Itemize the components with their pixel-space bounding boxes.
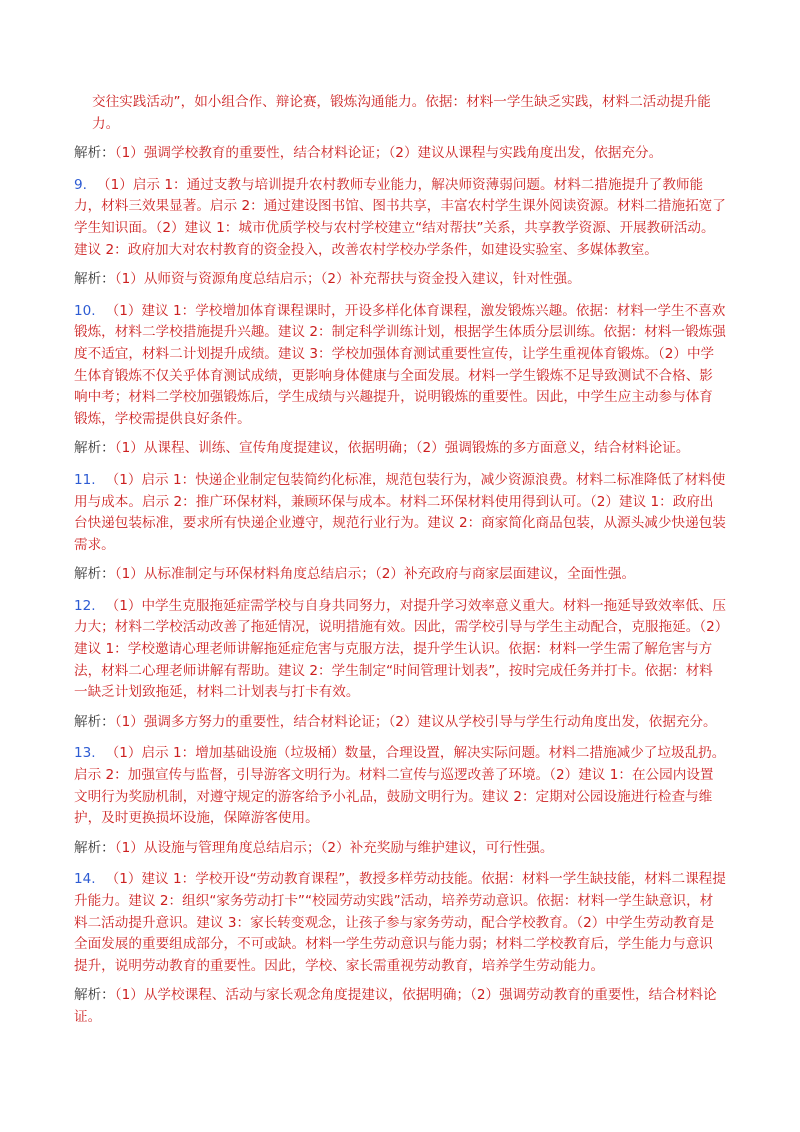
answer-11	[74, 470, 726, 556]
question-number: 13.	[74, 745, 96, 762]
analysis-text: （1）从标准制定与环保材料角度总结启示；（2）补充政府与商家层面建议，全面性强。	[114, 566, 636, 583]
question-number: 9.	[74, 176, 87, 193]
analysis-10	[74, 438, 726, 460]
answer-text: （1）建议 1：学校增加体育课程课时，开设多样化体育课程，激发锻炼兴趣。依据：材料一学生不喜欢锻炼，材料二学校措施提升兴趣。建议 2：制定科学训练计划，根据学生体质分层训练。依据：材料一锻炼强度不适宜，材料二计划提升成绩。建议 3：学校加强体育测试重要性宣传，让学生重视体育锻炼。（2）中学生体育锻炼不仅关乎体育测试成绩，更影响身体健康与全面发展。材料一学生锻炼不足导致测试不合格、影响中考；材料二学校加强锻炼后，学生成绩与兴趣提升，说明锻炼的重要性。因此，中学生应主动参与体育锻炼，学校需提供良好条件。	[74, 302, 726, 427]
answer-text: 交往实践活动”，如小组合作、辩论赛，锻炼沟通能力。依据：材料一学生缺乏实践，材料二活动提升能力。	[92, 94, 711, 132]
analysis-text: （1）从设施与管理角度总结启示；（2）补充奖励与维护建议，可行性强。	[114, 839, 554, 856]
answer-12	[74, 596, 726, 704]
question-number: 10.	[74, 302, 96, 319]
answer-text: （1）建议 1：学校开设“劳动教育课程”，教授多样劳动技能。依据：材料一学生缺技能，材料二课程提升能力。建议 2：组织“家务劳动打卡”“校园劳动实践”活动，培养劳动意识。依据：材料一学生缺意识，材料二活动提升意识。建议 3：家长转变观念，让孩子参与家务劳动，配合学校教育。（2）中学生劳动教育是全面发展的重要组成部分，不可或缺。材料一学生劳动意识与能力弱；材料二学校教育后，学生能力与意识提升，说明劳动教育的重要性。因此，学校、家长需重视劳动教育，培养学生劳动能力。	[74, 871, 726, 974]
analysis-text: （1）从课程、训练、宣传角度提建议，依据明确；（2）强调锻炼的多方面意义，结合材料论证。	[114, 440, 690, 457]
analysis-text: （1）强调多方努力的重要性，结合材料论证；（2）建议从学校引导与学生行动角度出发，依据充分。	[114, 713, 717, 730]
analysis-11	[74, 564, 726, 586]
analysis-14	[74, 985, 726, 1028]
answer-text: （1）启示 1：增加基础设施（垃圾桶）数量，合理设置，解决实际问题。材料二措施减少了垃圾乱扔。启示 2：加强宣传与监督，引导游客文明行为。材料二宣传与巡逻改善了环境。（2）建议 1：在公园内设置文明行为奖励机制，对遵守规定的游客给予小礼品，鼓励文明行为。建议 2：定期对公园设施进行检查与维护，及时更换损坏设施，保障游客使用。	[74, 745, 726, 827]
answer-text: （1）启示 1：快递企业制定包装简约化标准，规范包装行为，减少资源浪费。材料二标准降低了材料使用与成本。启示 2：推广环保材料，兼顾环保与成本。材料二环保材料使用得到认可。（2）建议 1：政府出台快递包装标准，要求所有快递企业遵守，规范行业行为。建议 2：商家简化商品包装，从源头减少快递包装需求。	[74, 471, 726, 553]
question-number: 14.	[74, 871, 96, 888]
analysis-label: 解析：	[74, 566, 115, 583]
question-number: 11.	[74, 471, 96, 488]
analysis-label: 解析：	[74, 713, 115, 730]
analysis-text: （1）强调学校教育的重要性，结合材料论证；（2）建议从课程与实践角度出发，依据充分。	[114, 145, 663, 162]
analysis-text: （1）从师资与资源角度总结启示；（2）补充帮扶与资金投入建议，针对性强。	[114, 271, 581, 288]
analysis-label: 解析：	[74, 271, 115, 288]
analysis-12	[74, 712, 726, 734]
answer-text: （1）启示 1：通过支教与培训提升农村教师专业能力，解决师资薄弱问题。材料二措施提升了教师能力，材料三效果显著。启示 2：通过建设图书馆、图书共享，丰富农村学生课外阅读资源。材料二措施拓宽了学生知识面。（2）建议 1：城市优质学校与农村学校建立“结对帮扶”关系，共享教学资源、开展教研活动。建议 2：政府加大对农村教育的资金投入，改善农村学校办学条件，如建设实验室、多媒体教室。	[74, 176, 726, 258]
analysis-9	[74, 269, 726, 291]
answer-continuation	[74, 92, 726, 135]
analysis-label: 解析：	[74, 440, 115, 457]
answer-text: （1）中学生克服拖延症需学校与自身共同努力，对提升学习效率意义重大。材料一拖延导致效率低、压力大；材料二学校活动改善了拖延情况，说明措施有效。因此，需学校引导与学生主动配合，克服拖延。（2）建议 1：学校邀请心理老师讲解拖延症危害与克服方法，提升学生认识。依据：材料一学生需了解危害与方法，材料二心理老师讲解有帮助。建议 2：学生制定“时间管理计划表”，按时完成任务并打卡。依据：材料一缺乏计划致拖延，材料二计划表与打卡有效。	[74, 597, 726, 701]
answer-10	[74, 301, 726, 431]
answer-9	[74, 175, 726, 261]
analysis-text: （1）从学校课程、活动与家长观念角度提建议，依据明确；（2）强调劳动教育的重要性，结合材料论证。	[74, 987, 717, 1025]
answer-14	[74, 869, 726, 977]
answer-13	[74, 743, 726, 829]
question-number: 12.	[74, 597, 96, 614]
analysis-label: 解析：	[74, 145, 115, 162]
analysis-label: 解析：	[74, 839, 115, 856]
analysis-13	[74, 838, 726, 860]
analysis-label: 解析：	[74, 987, 115, 1004]
analysis-8	[74, 143, 726, 165]
